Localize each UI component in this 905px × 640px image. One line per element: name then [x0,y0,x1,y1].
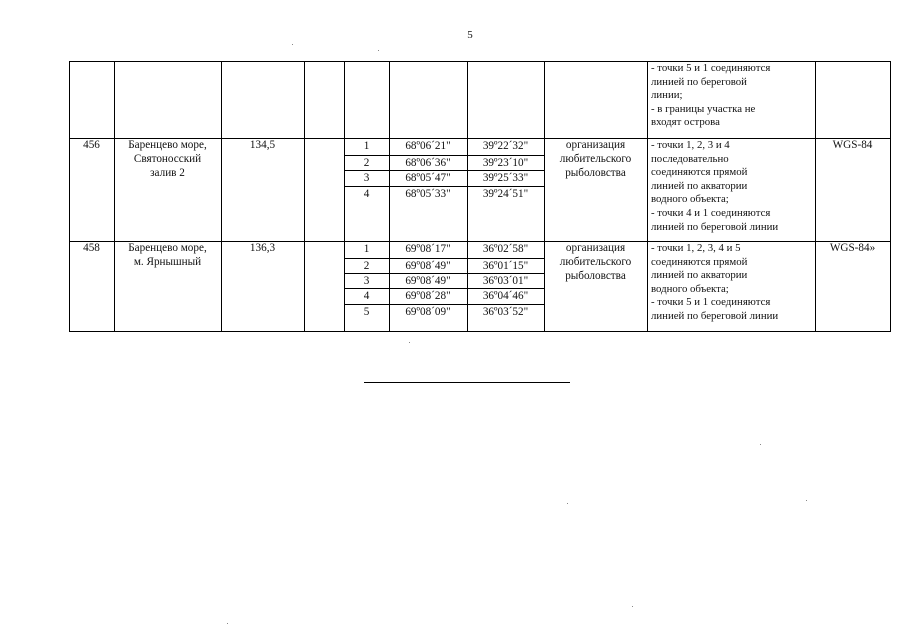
table-cell-text: м. Ярнышный [133,256,202,268]
scan-speck [292,44,293,45]
table-cell-text: 3 [363,275,370,287]
table-cell-text: Баренцево море, [128,139,207,151]
table-cell-text: Святоносский [133,153,202,165]
table-cell-text: водного объекта; [651,193,729,206]
table-cell-text: 3 [363,172,370,184]
table-cell-text: линии; [651,89,683,102]
table-cell-text: - точки 5 и 1 соединяются [651,296,771,309]
table-cell-text: линией по береговой линии [651,220,779,233]
table-cell-text: Баренцево море, [128,242,207,254]
table-cell-text: линией по акватории [651,269,748,282]
table-cell-text: любительского [559,153,632,165]
table-rule [647,61,648,332]
table-cell-text: любительского [559,256,632,268]
table-cell-text: 36º04´46" [482,290,529,302]
table-cell-text: 39º24´51" [482,188,529,200]
table-rule [815,61,816,332]
table-cell-text: 458 [83,242,100,254]
table-cell-text: WGS-84 [832,139,873,151]
scan-speck [760,444,761,445]
table-rule [890,61,891,332]
table-cell-text: организация [565,139,626,151]
table-cell-text: 69º08´09" [405,306,451,318]
scan-speck [227,623,228,624]
scan-speck [806,500,807,501]
table-cell-text: - точки 5 и 1 соединяются [651,62,771,74]
table-cell-text: - точки 1, 2, 3 и 4 [651,139,730,151]
table-cell-text: 5 [363,306,370,318]
table-cell-text: рыболовства [565,167,626,179]
table-cell-text: 39º25´33" [482,172,529,184]
table-cell-text: 2 [363,260,370,272]
table-cell-text: линией по береговой [651,75,747,88]
scan-speck [567,503,568,504]
table-cell-text: 68º06´21" [405,140,451,152]
table-cell-text: 4 [363,188,370,200]
table-cell-text: последовательно [651,152,729,165]
scan-speck [632,606,633,607]
table-cell-text: 1 [363,140,370,152]
table-cell-text: 68º05´47" [405,172,451,184]
table-cell-text: 69º08´49" [405,275,451,287]
table-cell-text: - точки 1, 2, 3, 4 и 5 [651,242,741,254]
table-cell-text: входят острова [651,116,720,129]
table-cell-text: 2 [363,157,370,169]
table-cell-text: линией по акватории [651,179,748,192]
table-cell-text: 36º03´01" [482,275,529,287]
table-rule [69,331,890,332]
table-cell-text: организация [565,242,626,254]
table-cell-text: WGS-84» [829,242,876,254]
page-number: 5 [467,29,473,41]
table-rule [304,61,305,332]
table-cell-text: - в границы участка не [651,102,756,115]
table-cell-text: 1 [363,243,370,255]
table-cell-text: 4 [363,290,370,302]
table-cell-text: 69º08´28" [405,290,451,302]
table-rule [114,61,115,332]
table-cell-text: 36º01´15" [482,260,529,272]
table-cell-text: 456 [83,139,100,151]
table-cell-text: 39º23´10" [482,157,529,169]
table-cell-text: 36º02´58" [482,243,529,255]
scan-speck [409,342,410,343]
table-cell-text: 68º05´33" [405,188,451,200]
table-cell-text: соединяются прямой [651,255,748,268]
table-cell-text: - точки 4 и 1 соединяются [651,207,771,219]
table-cell-text: 69º08´17" [405,243,451,255]
table-rule [544,61,545,332]
table-rule [221,61,222,332]
table-cell-text: водного объекта; [651,282,729,295]
table-cell-text: рыболовства [565,270,626,282]
table-cell-text: 69º08´49" [405,260,451,272]
table-cell-text: 68º06´36" [405,157,451,169]
table-cell-text: соединяются прямой [651,166,748,179]
footer-rule [364,382,570,383]
table-cell-text: 136,3 [249,242,276,254]
table-cell-text: 36º03´52" [482,306,529,318]
table-cell-text: 39º22´32" [482,140,529,152]
table-cell-text: залив 2 [150,167,185,179]
scan-speck [378,50,379,51]
table-cell-text: 134,5 [249,139,276,151]
table-cell-text: линией по береговой линии [651,310,779,322]
table-rule [69,61,70,332]
